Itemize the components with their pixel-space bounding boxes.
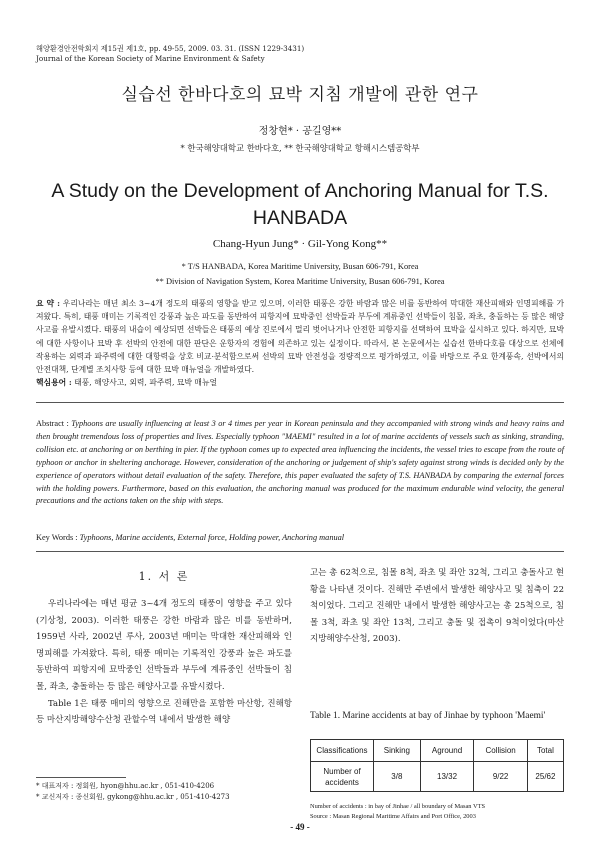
english-keywords-label: Key Words : [36,533,78,542]
table-cell: 9/22 [474,762,528,792]
table-caption: Table 1. Marine accidents at bay of Jinhae by typhoon 'Maemi' [310,711,546,721]
intro-paragraph-1: 우리나라에는 매년 평균 3~4개 정도의 태풍이 영향을 주고 있다(기상청, 2003). 이러한 태풍은 강한 바람과 많은 비를 동반하며, 1959년 사라, 2002년 루사, 2003년 매미는 막대한 재산피해와 인명피해를 가져왔다. 특히, 태풍 매미는 기록적인 강풍과 높은 파도를 동반하여 피항지에 묘박중인 선박들과 부두에 계류중인 선박들이 침몰, 좌초, 충돌하는 등 많은 해양사고를 유발시켰다. [36,599,292,692]
korean-keywords-text: 태풍, 해양사고, 외력, 파주력, 묘박 매뉴얼 [74,378,218,387]
table-cell: Number of accidents [311,762,374,792]
english-abstract [36,418,564,508]
footnote-2: * 교신저자 : 종신회원, gykong@hhu.ac.kr , 051-410-4273 [36,793,230,801]
footnote-1: * 대표저자 : 정회원, hyon@hhu.ac.kr , 051-410-4206 [36,782,215,790]
korean-keywords-label: 핵심용어 : [36,378,72,387]
korean-title: 실습선 한바다호의 묘박 지침 개발에 관한 연구 [121,85,479,105]
footnote-divider [36,777,126,778]
table-header-cell: Sinking [374,740,421,762]
table-note-1: Number of accidents : in bay of Jinhae / all boundary of Masan VTS [310,803,486,810]
divider-top [36,402,564,403]
table-header-cell: Collision [474,740,528,762]
table-cell: 13/32 [420,762,474,792]
table-note-2: Source : Masan Regional Maritime Affairs and Port Office, 2003 [310,812,476,820]
english-abstract-label: Abstract : [36,419,69,428]
korean-affiliation: * 한국해양대학교 한바다호, ** 한국해양대학교 항해시스템공학부 [180,143,420,153]
table-notes [310,802,485,821]
english-affiliation-1: * T/S HANBADA, Korea Maritime University, Busan 606-791, Korea [181,262,419,271]
english-keywords-text: Typhoons, Marine accidents, External force, Holding power, Anchoring manual [79,533,345,542]
divider-bottom [36,551,564,552]
table-row [311,762,564,792]
page-number: - 49 - [290,822,310,832]
right-column [310,565,564,648]
table-header-cell: Total [527,740,563,762]
english-authors: Chang-Hyun Jung* · Gil-Yong Kong** [212,238,388,250]
intro-paragraph-2: Table 1은 태풍 매미의 영향으로 진해만을 포함한 마산항, 진해항 등 마산지방해양수산청 관할수역 내에서 발생한 해양 [36,698,292,726]
table-header-row [311,740,564,762]
english-affiliation-2: ** Division of Navigation System, Korea Maritime University, Busan 606-791, Korea [155,277,445,286]
korean-authors: 정창현* · 공길영** [258,126,342,137]
accidents-table [310,739,564,792]
table-cell: 3/8 [374,762,421,792]
left-column [36,596,292,729]
table-header-cell: Aground [420,740,474,762]
footnotes [36,781,230,803]
english-keywords [36,533,564,542]
korean-abstract-label: 요 약 : [36,299,60,308]
intro-paragraph-continued: 고는 총 62척으로, 침몰 8척, 좌초 및 좌안 32척, 그리고 충돌사고 현황을 나타낸 것이다. 진해만 주변에서 발생한 해양사고 및 침축이 22척이었다. 그리고 진해만 내에서 발생한 해양사고는 총 25척으로, 침몰 3척, 좌초 및 좌안 13척, 그리고 충돌 및 접촉이 9척이었다(마산지방해양수산청, 2003). [310,568,564,645]
journal-citation: 해양환경안전학회지 제15권 제1호, pp. 49-55, 2009. 03. 31. (ISSN 1229-3431) [36,44,305,53]
table-cell: 25/62 [527,762,563,792]
korean-abstract-text: 우리나라는 매년 최소 3~4개 정도의 태풍의 영향을 받고 있으며, 이러한 태풍은 강한 바람과 많은 비를 동반하여 막대한 재산피해와 인명피해를 가져왔다. 특히, 태풍 매미는 기록적인 강풍과 높은 파도를 동반하여 피항지에 묘박중인 선박들과 부두에 계류중인 선박들이 침몰, 좌초, 충돌하는 등 많은 해양사고를 유발시켰다. 태풍의 내습이 예상되면 선박들은 태풍의 예상 진로에서 멀리 벗어나거나 안전한 피항지를 선택하여 묘박을 실시하고 있다. 하지만, 묘박에 대한 사항이나 묘박 후 선박의 안전에 대한 판단은 운항자의 경험에 의존하고 있는 실정이다. 따라서, 본 논문에서는 실습선 한바다호를 대상으로 선체에 작용하는 외력과 파주력에 대한 대항력을 상호 비교·분석함으로써 선박의 묘박 안전성을 정량적으로 평가하였고, 이를 바탕으로 주요 한계풍속, 선박에서의 안전대책, 단계별 조치사항 등에 대한 묘박 매뉴얼을 개발하였다. [36,299,565,375]
section-heading-introduction: 1. 서 론 [138,570,190,583]
english-abstract-text: Typhoons are usually influencing at least 3 or 4 times per year in Korean peninsula and they accompanied with strong winds and heavy rains and then brought tremendous loss of properties and lives. Especially typhoon "MAEMI" resulted in a lot of marine accidents of vessels such as sinking, stranding, collision etc. at anchoring or on berthing in pier. If the typhoon comes up to expected area influencing the incidents, the vessel tries to escape from the route of typhoon or anchor in sheltering anchorage. However, consideration of the anchoring or judgement of ship's safety against strong winds is decided only by the experience of operators without detail evaluation of the safety. Therefore, this paper evaluated the safety of T.S. HANBADA by comparing the external forces with the holding powers. Furthermore, based on this evaluation, the anchoring manual was produced for the maximum endurable wind velocity, the general precautions and the actions taken on the ship with steps. [36,419,564,506]
journal-name: Journal of the Korean Society of Marine Environment & Safety [36,54,265,63]
korean-keywords [36,377,564,388]
korean-abstract [36,297,564,376]
table-header-cell: Classifications [311,740,374,762]
english-title: A Study on the Development of Anchoring Manual for T.S. HANBADA [51,180,549,229]
